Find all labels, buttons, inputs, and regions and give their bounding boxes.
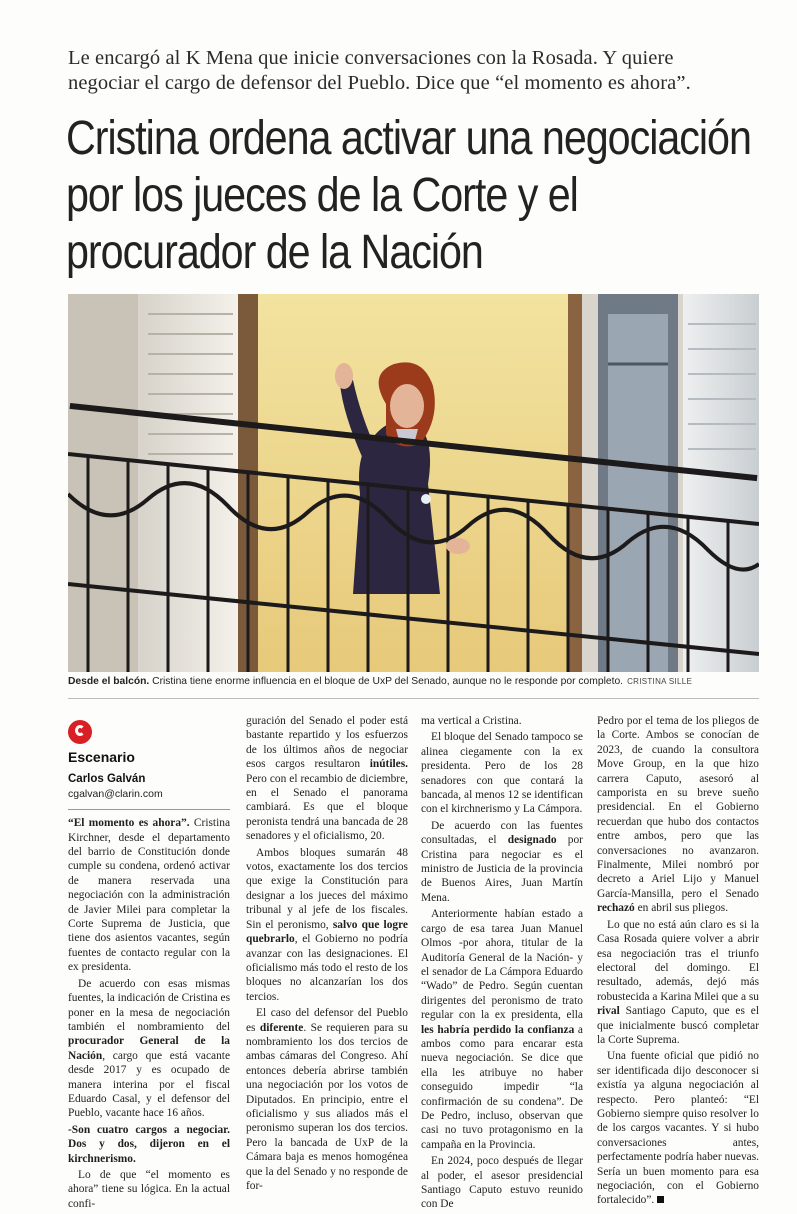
bold-span: inútiles. [369, 758, 408, 771]
end-mark-icon [657, 1196, 664, 1203]
text-span: Cristina Kirchner, desde el departamento del barrio de Constitución donde cumple su condena, ordenó activar de manera reservada una negociación con la administración de Javier Milei para completar la Corte Suprema de Justicia, que tiene dos asientos vacantes, según fuentes de contacto regular con la ex presidenta. [68, 817, 230, 974]
paragraph: ma vertical a Cristina. [421, 715, 522, 727]
column-4 [597, 714, 759, 1210]
paragraph [246, 1006, 408, 1193]
text-span: en abril sus pliegos. [634, 902, 729, 915]
paragraph [597, 714, 759, 916]
bold-span: salvo que logre quebrarlo [246, 918, 408, 946]
section-label: Escenario [68, 749, 135, 765]
text-span: Una fuente oficial que pidió no ser identificada dijo desconocer si existía ya alguna negociación al respecto. Pero planteó: “El Gobierno siempre quiso resolver lo de los cargos vacantes. Y si hubo conversaciones antes, perfectamente podría haber nuevas. Sería un buen momento para esa negociación, con el Gobierno fortalecido”. [597, 1050, 759, 1207]
bold-quote: -Son cuatro cargos a negociar. Dos y dos, dijeron en el kirchnerismo. [68, 1123, 230, 1165]
text-span: De acuerdo con esas mismas fuentes, la indicación de Cristina es poner en la mesa de negociación también el nombramiento del [68, 977, 230, 1033]
text-span: Santiago Caputo, que es el que inicialmente buscó completar la Corte Suprema. [597, 1005, 759, 1046]
bold-span: rival [597, 1005, 620, 1018]
text-span: , el Gobierno no podría avanzar con las designaciones. El oficialismo más todo el resto de los bloques no alcanzarían los dos tercios. [246, 933, 408, 1003]
caption-text: Cristina tiene enorme influencia en el bloque de UxP del Senado, aunque no le responde por completo. [149, 676, 624, 687]
text-span: Lo que no está aún claro es si la Casa Rosada quiere volver a abrir esa negociación tras el triunfo electoral del domingo. El resultado, además, dejó más robustecida a Karina Milei que a su [597, 918, 759, 1003]
paragraph [421, 819, 583, 905]
bold-span: procurador General de la Nación [68, 1035, 230, 1062]
author-email: cgalvan@clarin.com [68, 787, 163, 800]
text-span: . Se requieren para su nombramiento los dos tercios de ambas cámaras del Congreso. Ahí entonces debería abrirse también una negociación por los votos de Diputados. En principio, entre el oficialismo y sus aliados más el peronismo superan los dos tercios. Pero la bancada de UxP de la Cámara baja es menos homogénea que la del Senado y no responde de for- [246, 1021, 408, 1192]
text-span: Anteriormente habían estado a cargo de esa tarea Juan Manuel Olmos -por ahora, titular de la Auditoría General de la Nación- y el senador de La Cámpora Eduardo “Wado” de Pedro. Según cuentan dirigentes del peronismo de trato regular con la ex presidenta, ella [421, 908, 583, 1022]
text-span: Ambos bloques sumarán 48 votos, exactamente los dos tercios que exige la Constitución para designar a los jueces del máximo tribunal y al jefe de los fiscales. Sin el peronismo, [246, 846, 408, 931]
column-1 [68, 720, 230, 1213]
paragraph [68, 816, 230, 974]
column-2 [246, 714, 408, 1195]
paragraph [246, 846, 408, 1004]
column-3 [421, 714, 583, 1214]
text-span: De acuerdo con las fuentes consultadas, el [421, 819, 583, 847]
paragraph [246, 714, 408, 844]
text-span: por Cristina para negociar es el ministro de Justicia de la provincia de Buenos Aires, Juan Martín Mena. [421, 834, 583, 904]
photo-caption [68, 676, 768, 687]
text-span: Pero con el recambio de diciembre, en el Senado el panorama cambiará. Es que el bloque peronista tendrá una bancada de 28 senadores y el oficialismo, 20. [246, 772, 408, 843]
headline: Cristina ordena activar una negociación por los jueces de la Corte y el procurador de la Nación [66, 112, 751, 279]
bold-span: rechazó [597, 902, 635, 915]
paragraph [68, 977, 230, 1121]
bold-span: les habría perdido la confianza [421, 1023, 575, 1036]
photo-balcony [68, 294, 759, 672]
text-span: guración del Senado el poder está bastante repartido y los esfuerzos de los últimos años de negociar esos cargos resultaron [246, 715, 408, 771]
paragraph: En 2024, poco después de llegar al poder, el asesor presidencial Santiago Caputo estuvo reunido con De [421, 1155, 583, 1211]
text-span: a ambos como para encarar esta nueva negociación. Se dice que ella les atribuye no haber conseguido impedir “la confirmación de su condena”. De De Pedro, incluso, observan que casi no tuvo protagonismo en la campaña en la Provincia. [421, 1023, 583, 1151]
text-span: Pedro por el tema de los pliegos de la Corte. Ambos se conocían de 2023, de cuando la consultora Move Group, en la que hizo carrera Caputo, asesoró al camporista en su breve sueño presidencial. En el Gobierno recuerdan que hubo dos contactos entre ambos, pero que las conversaciones no avanzaron. Finalmente, Milei nombró por decreto a Ariel Lijo y Manuel García-Mansilla, pero el Senado [597, 715, 759, 900]
divider [68, 698, 759, 699]
kicker: Le encargó al K Mena que inicie conversaciones con la Rosada. Y quiere negociar el cargo de defensor del Pueblo. Dice que “el momento es ahora”. [68, 47, 691, 94]
paragraph [597, 1049, 759, 1207]
text-span: , cargo que está vacante desde 2017 y es ocupado de manera interina por el fiscal Eduardo Casal, y el defensor del Pueblo, vacante hace 16 años. [68, 1049, 230, 1120]
paragraph [68, 1123, 230, 1166]
paragraph [421, 907, 583, 1152]
paragraph: El bloque del Senado tampoco se alinea ciegamente con la ex presidenta. Pero de los 28 senadores con que contará la bancada, al menos 12 se identifican con el kirchnerismo y La Cámpora. [421, 731, 583, 816]
bold-span: designado [507, 834, 557, 847]
paragraph [597, 918, 759, 1048]
caption-lead: Desde el balcón. [68, 676, 150, 687]
divider [68, 809, 230, 810]
bold-span: diferente [259, 1021, 304, 1034]
text-span: El caso del defensor del Pueblo es [246, 1007, 408, 1034]
photo-illustration [68, 294, 759, 672]
author-name: Carlos Galván [68, 773, 146, 786]
photo-credit: CRISTINA SILLE [627, 677, 693, 686]
lead-quote: “El momento es ahora”. [68, 817, 190, 830]
clarin-logo-icon [68, 720, 92, 744]
paragraph: Lo de que “el momento es ahora” tiene su lógica. En la actual confi- [68, 1168, 230, 1210]
